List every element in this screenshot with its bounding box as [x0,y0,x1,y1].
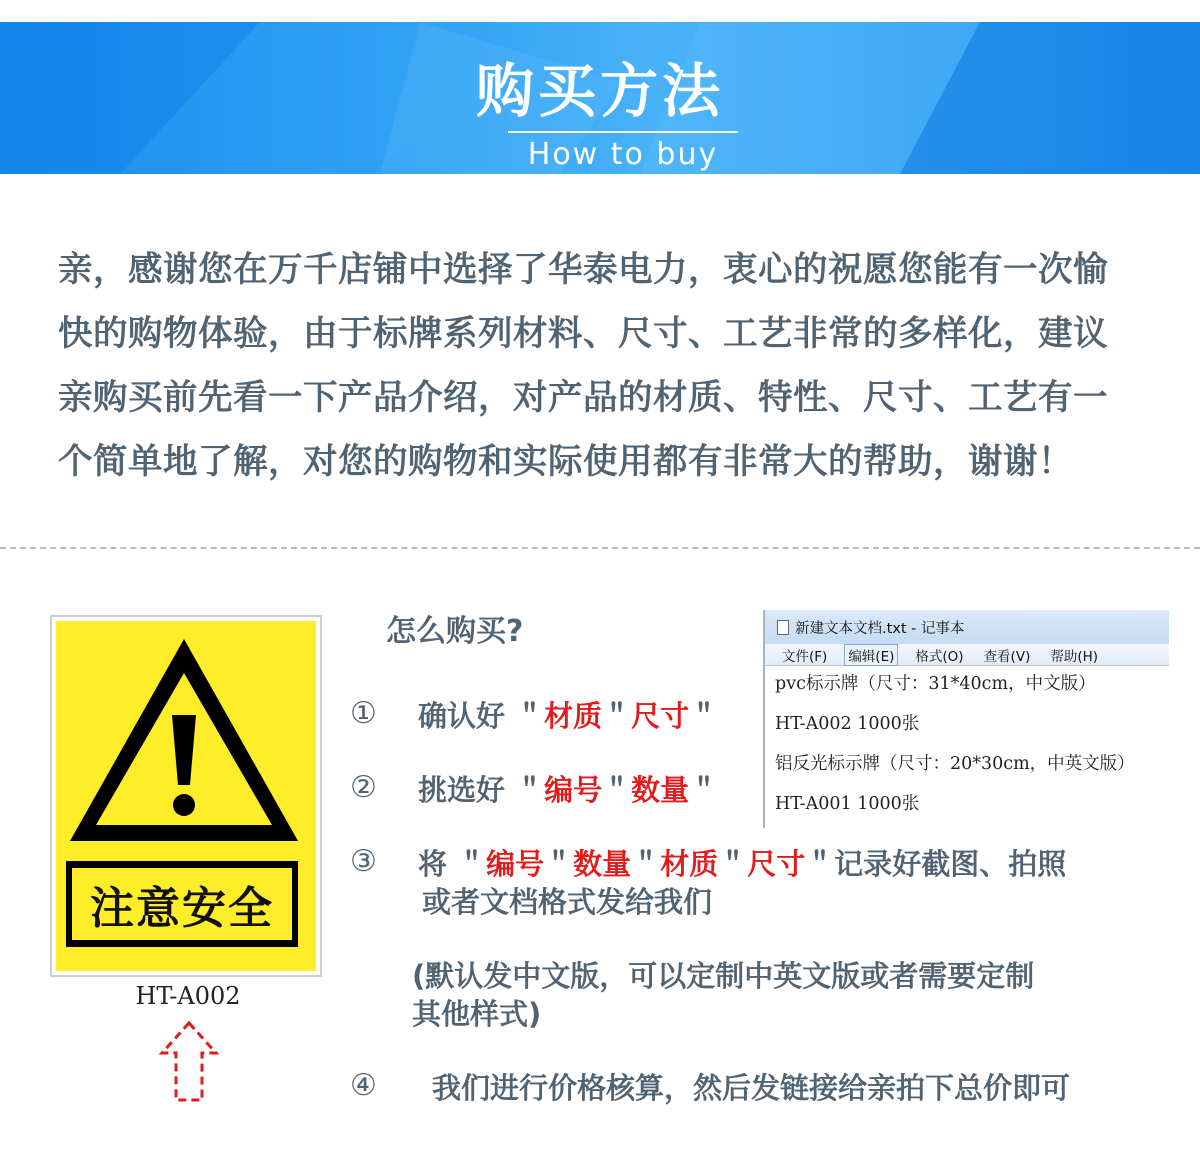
document-icon [777,620,789,635]
intro-paragraph [58,238,1148,494]
quote-mark: ＂ [689,699,719,733]
menu-help[interactable]: 帮助(H) [1050,648,1099,665]
menu-view[interactable]: 查看(V) [983,648,1031,665]
notepad-title: 新建文本文档.txt - 记事本 [795,620,965,637]
quote-mark: ＂ [805,847,835,881]
up-arrow-icon [158,1020,220,1104]
quote-mark: ＂ [602,699,632,733]
title-underline [508,131,738,133]
step-1 [418,694,718,735]
notepad-line: HT-A002 1000张 [775,714,920,734]
notepad-menubar [765,644,1169,666]
notepad-line: 铝反光标示牌（尺寸：20*30cm，中英文版） [775,754,1135,774]
quote-mark: ＂ [631,847,661,881]
highlight-text: 编号 [544,773,603,807]
step-text: 将 [418,847,448,881]
highlight-text: 编号 [486,847,545,881]
note-line: 其他样式) [412,997,542,1031]
menu-file[interactable]: 文件(F) [782,648,828,665]
step-text: 记录好截图、拍照 [834,847,1067,881]
page-subtitle: How to buy [527,137,719,172]
step-number: ④ [350,1068,377,1103]
highlight-text: 数量 [631,773,690,807]
step-text: 确认好 [418,699,506,733]
notepad-window [763,610,1167,828]
sign-label-frame [66,861,298,947]
quote-mark: ＂ [515,699,545,733]
sign-label: 注意安全 [72,868,292,940]
intro-line: 亲，感谢您在万千店铺中选择了华泰电力，衷心的祝愿您能有一次愉 [58,250,1108,290]
step-3 [418,842,1066,883]
quote-mark: ＂ [544,847,574,881]
note-line: (默认发中文版，可以定制中英文版或者需要定制 [412,959,1035,993]
step-text: 挑选好 [418,773,506,807]
quote-mark: ＂ [689,773,719,807]
menu-edit[interactable]: 编辑(E) [844,644,898,666]
sign-code: HT-A002 [135,982,241,1010]
highlight-text: 材质 [660,847,719,881]
highlight-text: 材质 [544,699,603,733]
step-3-line-2: 或者文档格式发给我们 [422,885,713,919]
dashed-divider [0,547,1200,549]
quote-mark: ＂ [718,847,748,881]
step-2 [418,768,718,809]
step-4: 我们进行价格核算，然后发链接给亲拍下总价即可 [432,1071,1071,1105]
warning-sign-image [50,615,322,977]
notepad-line: pvc标示牌（尺寸：31*40cm，中文版） [775,674,1096,694]
step-number: ③ [350,844,377,879]
intro-line: 亲购买前先看一下产品介绍，对产品的材质、特性、尺寸、工艺有一 [58,378,1108,418]
highlight-text: 尺寸 [631,699,690,733]
notepad-titlebar [765,610,1169,644]
notepad-line: HT-A001 1000张 [775,794,920,814]
step-number: ① [350,696,377,731]
warning-triangle-icon [66,633,302,849]
quote-mark: ＂ [515,773,545,807]
menu-format[interactable]: 格式(O) [915,648,964,665]
quote-mark: ＂ [602,773,632,807]
intro-line: 快的购物体验，由于标牌系列材料、尺寸、工艺非常的多样化，建议 [58,314,1108,354]
how-to-buy-heading: 怎么购买? [386,614,524,649]
highlight-text: 尺寸 [747,847,806,881]
page-title: 购买方法 [475,57,724,125]
quote-mark: ＂ [457,847,487,881]
highlight-text: 数量 [573,847,632,881]
step-number: ② [350,770,377,805]
intro-line: 个简单地了解，对您的购物和实际使用都有非常大的帮助，谢谢！ [58,442,1073,482]
header-banner [0,22,1200,174]
